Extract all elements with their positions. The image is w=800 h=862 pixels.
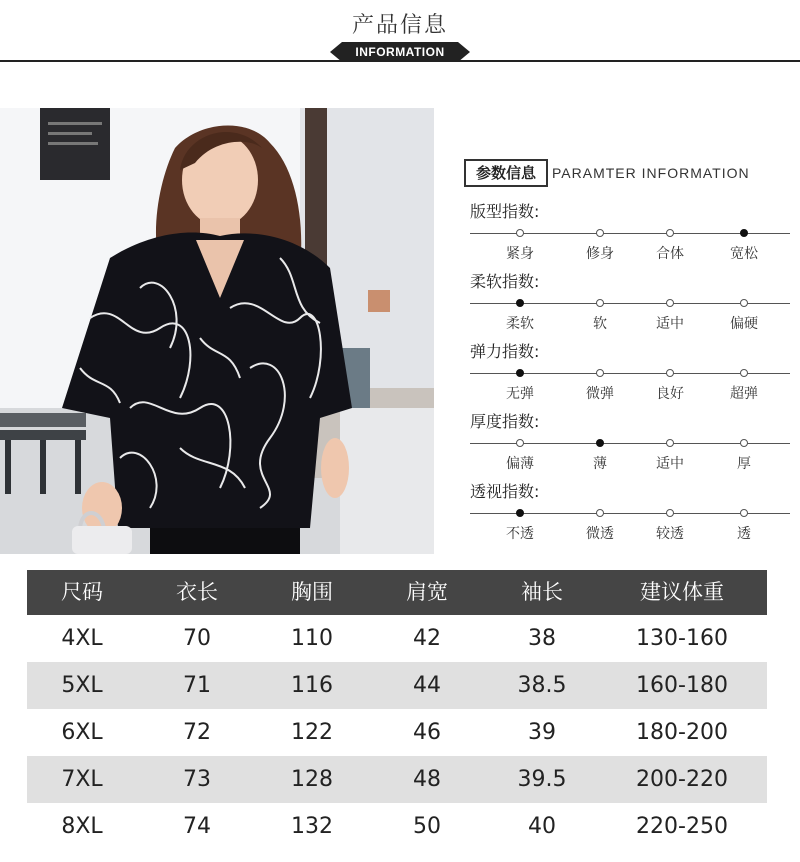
param-option: 厚 (737, 456, 751, 472)
param-dot (516, 229, 524, 237)
table-cell: 39.5 (517, 767, 567, 792)
param-dot (666, 369, 674, 377)
table-cell: 7XL (61, 767, 103, 792)
table-cell: 46 (413, 720, 441, 745)
param-dot (666, 439, 674, 447)
param-option: 薄 (593, 456, 607, 472)
product-photo (0, 108, 434, 554)
table-cell: 38 (528, 626, 556, 651)
section-title: 产品信息 (351, 13, 448, 38)
param-dot (516, 509, 524, 517)
table-row (27, 709, 767, 756)
table-cell: 72 (183, 720, 211, 745)
table-cell: 74 (183, 814, 211, 839)
parameter-panel (460, 155, 800, 555)
param-option: 超弹 (730, 386, 758, 402)
param-label: 柔软指数: (470, 272, 540, 291)
table-cell: 122 (291, 720, 333, 745)
table-cell: 38.5 (517, 673, 567, 698)
table-cell: 73 (183, 767, 211, 792)
param-dot (596, 369, 604, 377)
param-option: 适中 (656, 316, 684, 332)
param-option: 不透 (506, 526, 534, 542)
table-cell: 39 (528, 720, 556, 745)
param-option: 较透 (656, 526, 684, 542)
param-option: 柔软 (506, 316, 534, 332)
param-dot (596, 439, 604, 447)
param-dot (516, 439, 524, 447)
table-header-cell: 衣长 (176, 580, 218, 604)
table-cell: 40 (528, 814, 556, 839)
param-dot (740, 509, 748, 517)
table-cell: 50 (413, 814, 441, 839)
table-cell: 44 (413, 673, 441, 698)
table-cell: 200-220 (636, 767, 728, 792)
table-row (27, 756, 767, 803)
table-cell: 8XL (61, 814, 103, 839)
param-dot (740, 369, 748, 377)
param-option: 透 (737, 526, 751, 542)
param-label: 厚度指数: (470, 412, 540, 431)
table-cell: 220-250 (636, 814, 728, 839)
param-dot (666, 229, 674, 237)
table-row (27, 615, 767, 662)
table-cell: 71 (183, 673, 211, 698)
param-dot (740, 229, 748, 237)
param-group-elasticity (470, 339, 790, 409)
param-label: 版型指数: (470, 202, 540, 221)
table-cell: 42 (413, 626, 441, 651)
param-label: 透视指数: (470, 482, 540, 501)
table-header-cell: 肩宽 (406, 580, 448, 604)
table-cell: 70 (183, 626, 211, 651)
table-cell: 132 (291, 814, 333, 839)
table-cell: 180-200 (636, 720, 728, 745)
table-cell: 110 (291, 626, 333, 651)
table-cell: 4XL (61, 626, 103, 651)
table-header-cell: 袖长 (521, 580, 563, 604)
param-option: 微弹 (586, 386, 614, 402)
param-group-softness (470, 269, 790, 339)
param-option: 偏硬 (730, 316, 758, 332)
size-table (27, 570, 767, 850)
param-dot (516, 299, 524, 307)
param-dot (666, 509, 674, 517)
table-cell: 160-180 (636, 673, 728, 698)
parameter-title-cn: 参数信息 (464, 159, 548, 187)
table-header-row (27, 570, 767, 615)
table-row (27, 662, 767, 709)
param-label: 弹力指数: (470, 342, 540, 361)
param-option: 宽松 (730, 246, 758, 262)
param-option: 修身 (586, 246, 614, 262)
table-cell: 128 (291, 767, 333, 792)
table-cell: 116 (291, 673, 333, 698)
param-option: 无弹 (506, 386, 534, 402)
table-cell: 6XL (61, 720, 103, 745)
param-option: 偏薄 (506, 456, 534, 472)
param-option: 良好 (656, 386, 684, 402)
badge-arrow-right (458, 42, 470, 62)
table-row (27, 803, 767, 850)
table-header-cell: 胸围 (291, 580, 333, 604)
param-dot (516, 369, 524, 377)
param-dot (740, 299, 748, 307)
param-dot (666, 299, 674, 307)
param-group-fit (470, 199, 790, 269)
param-group-thickness (470, 409, 790, 479)
param-option: 适中 (656, 456, 684, 472)
badge-arrow-left (330, 42, 342, 62)
param-dot (596, 229, 604, 237)
param-option: 合体 (656, 246, 684, 262)
param-group-transparency (470, 479, 790, 549)
section-badge (330, 42, 470, 62)
table-header-cell: 建议体重 (640, 580, 724, 604)
badge-label: INFORMATION (342, 42, 458, 62)
table-cell: 130-160 (636, 626, 728, 651)
param-option: 紧身 (506, 246, 534, 262)
parameter-title-en: PARAMTER INFORMATION (552, 165, 750, 181)
param-option: 软 (593, 316, 607, 332)
param-dot (740, 439, 748, 447)
param-dot (596, 299, 604, 307)
table-header-cell: 尺码 (61, 580, 103, 604)
param-option: 微透 (586, 526, 614, 542)
header-divider (0, 60, 800, 62)
table-cell: 5XL (61, 673, 103, 698)
table-cell: 48 (413, 767, 441, 792)
param-dot (596, 509, 604, 517)
